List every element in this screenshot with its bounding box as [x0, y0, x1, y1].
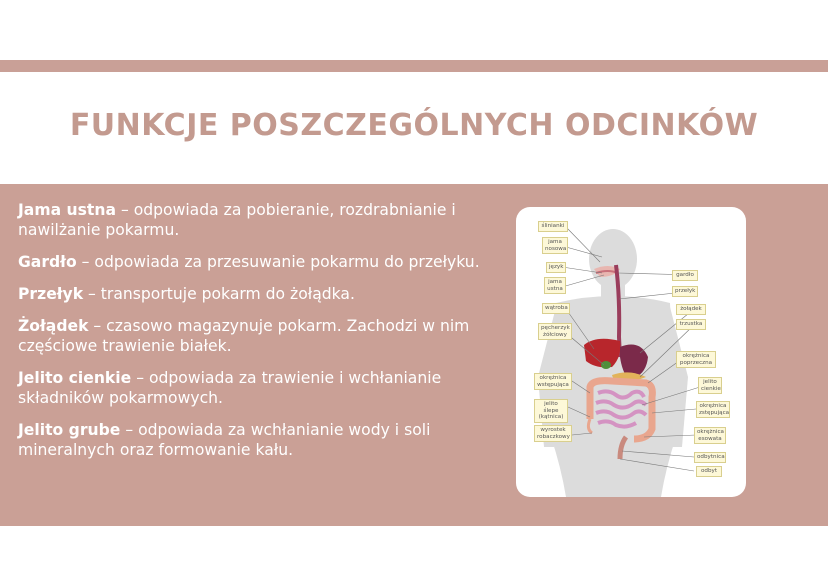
item-jelito-grube — [18, 420, 488, 460]
item-jelito-cienkie — [18, 368, 488, 408]
label-sliniank: ślinianki — [538, 221, 568, 232]
item-zoladek — [18, 316, 488, 356]
item-term: Gardło — [18, 253, 77, 271]
item-desc: – odpowiada za wchłanianie wody i soli mineralnych oraz formowanie kału. — [18, 421, 431, 459]
label-jelito-cienkie: jelito cienkie — [698, 377, 722, 394]
label-jama-ustna: jama ustna — [544, 277, 566, 294]
item-term: Przełyk — [18, 285, 84, 303]
label-przelyk: przełyk — [672, 286, 698, 297]
item-term: Żołądek — [18, 317, 89, 335]
label-odbytnica: odbytnica — [694, 452, 726, 463]
item-desc: – czasowo magazynuje pokarm. Zachodzi w nim częściowe trawienie białek. — [18, 317, 470, 355]
label-zoladek: żołądek — [676, 304, 706, 315]
label-wyrostek: wyrostek robaczkowy — [534, 425, 572, 442]
label-jezyk: język — [546, 262, 566, 273]
organ-function-list — [18, 200, 488, 472]
label-gardlo: gardło — [672, 270, 698, 281]
item-desc: – odpowiada za przesuwanie pokarmu do przełyku. — [76, 253, 480, 271]
label-okreznica-poprzeczna: okrężnica poprzeczna — [676, 351, 716, 368]
item-term: Jelito grube — [18, 421, 121, 439]
top-decor-band — [0, 60, 828, 72]
label-okreznica-zstepujaca: okrężnica zstępująca — [696, 401, 730, 418]
item-desc: – transportuje pokarm do żołądka. — [83, 285, 355, 303]
item-term: Jama ustna — [18, 201, 116, 219]
label-pecherzyk: pęcherzyk żółciowy — [538, 323, 572, 340]
label-okreznica-esowata: okrężnica esowata — [694, 427, 726, 444]
label-jelito-slepe: jelito ślepe (kątnica) — [534, 399, 568, 423]
item-przelyk — [18, 284, 488, 304]
item-jama-ustna — [18, 200, 488, 240]
item-desc: – odpowiada za pobieranie, rozdrabnianie i nawilżanie pokarmu. — [18, 201, 456, 239]
label-trzustka: trzustka — [676, 319, 706, 330]
item-term: Jelito cienkie — [18, 369, 132, 387]
page-title: FUNKCJE POSZCZEGÓLNYCH ODCINKÓW — [69, 108, 759, 143]
label-okreznica-wstepujaca: okrężnica wstępująca — [534, 373, 572, 390]
item-gardlo — [18, 252, 488, 272]
digestive-system-diagram — [516, 207, 746, 497]
label-jama-nosowa: jama nosowa — [542, 237, 568, 254]
label-watroba: wątroba — [542, 303, 570, 314]
item-desc: – odpowiada za trawienie i wchłanianie składników pokarmowych. — [18, 369, 442, 407]
label-odbyt: odbyt — [696, 466, 722, 477]
